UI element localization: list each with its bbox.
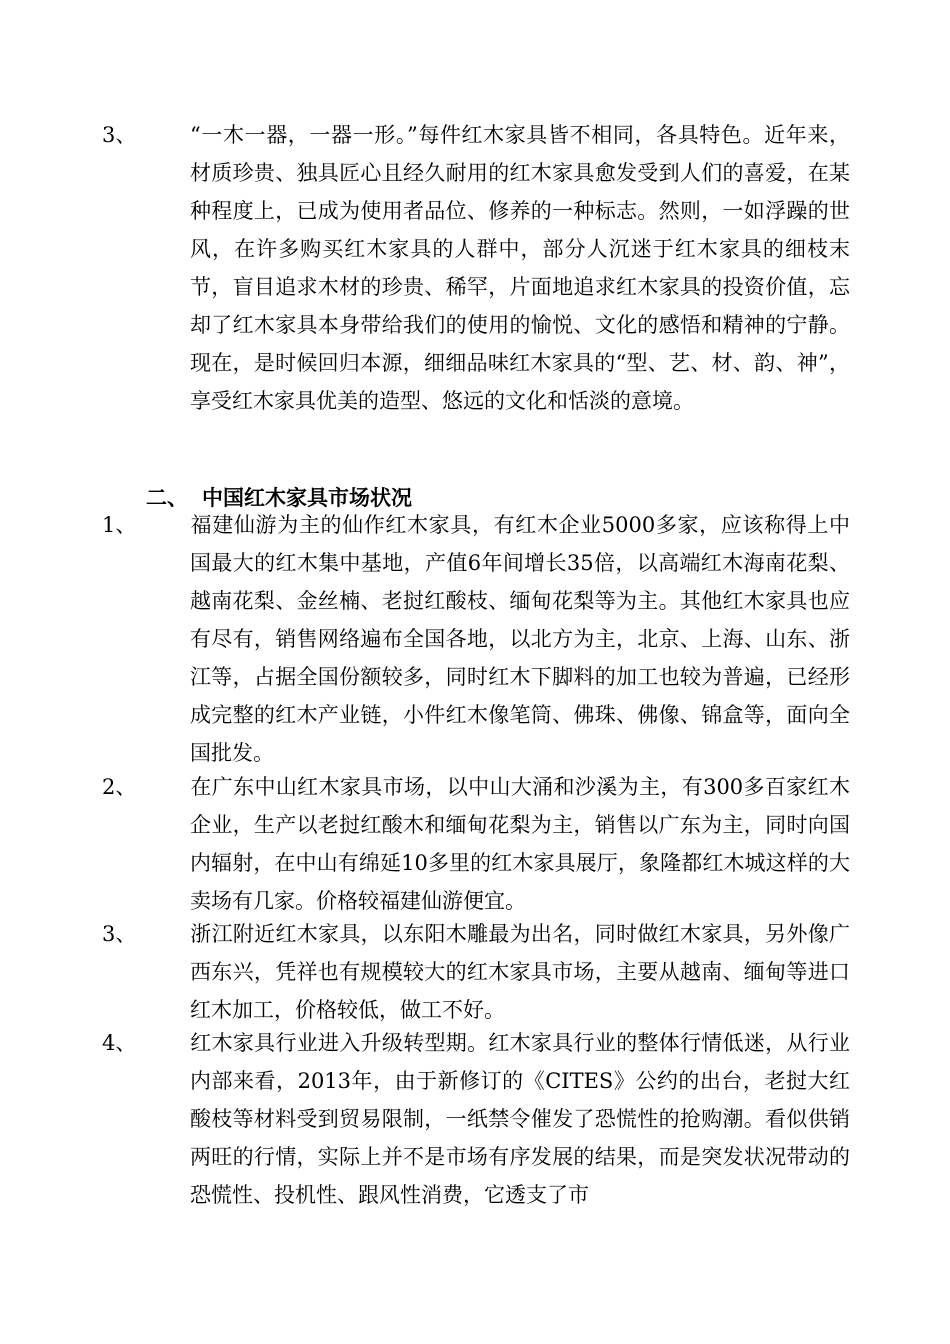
- list-number: 4、: [102, 1031, 137, 1055]
- paragraph-text: 红木家具行业进入升级转型期。红木家具行业的整体行情低迷，从行业内部来看，2013年，由于新修订的《CITES》公约的出台，老挝大红酸枝等材料受到贸易限制，一纸禁令催发了恐慌性的抢购潮。看似供销两旺的行情，实际上并不是市场有序发展的结果，而是突发状况带动的恐慌性、投机性、跟风性消费，它透支了市: [190, 1031, 850, 1207]
- paragraph-text: 福建仙游为主的仙作红木家具，有红木企业5000多家，应该称得上中国最大的红木集中基地，产值6年间增长35倍，以高端红木海南花梨、越南花梨、金丝楠、老挝红酸枝、缅甸花梨等为主。其他红木家具也应有尽有，销售网络遍布全国各地，以北方为主，北京、上海、山东、浙江等，占据全国份额较多，同时红木下脚料的加工也较为普遍，已经形成完整的红木产业链，小件红木像笔筒、佛珠、佛像、锦盒等，面向全国批发。: [190, 513, 850, 765]
- intro-list-item: [102, 116, 850, 420]
- list-item: [102, 1024, 850, 1214]
- paragraph-text: “一木一器，一器一形。”每件红木家具皆不相同，各具特色。近年来，材质珍贵、独具匠心且经久耐用的红木家具愈发受到人们的喜爱，在某种程度上，已成为使用者品位、修养的一种标志。然则，一如浮躁的世风，在许多购买红木家具的人群中，部分人沉迷于红木家具的细枝末节，盲目追求木材的珍贵、稀罕，片面地追求红木家具的投资价值，忘却了红木家具本身带给我们的使用的愉悦、文化的感悟和精神的宁静。现在，是时候回归本源，细细品味红木家具的“型、艺、材、韵、神”，享受红木家具优美的造型、悠远的文化和恬淡的意境。: [190, 123, 850, 413]
- list-item: [102, 768, 850, 920]
- list-number: 3、: [102, 123, 137, 147]
- paragraph-text: 浙江附近红木家具，以东阳木雕最为出名，同时做红木家具，另外像广西东兴，凭祥也有规模较大的红木家具市场，主要从越南、缅甸等进口红木加工，价格较低，做工不好。: [190, 922, 850, 1022]
- list-item: [102, 915, 850, 1029]
- list-number: 1、: [102, 513, 137, 537]
- list-number: 2、: [102, 775, 137, 799]
- section-title: 中国红木家具市场状况: [202, 486, 412, 510]
- list-item: [102, 506, 850, 772]
- section-number: 二、: [146, 486, 188, 510]
- paragraph-text: 在广东中山红木家具市场，以中山大涌和沙溪为主，有300多百家红木企业，生产以老挝红酸木和缅甸花梨为主，销售以广东为主，同时向国内辐射，在中山有绵延10多里的红木家具展厅，象隆都红木城这样的大卖场有几家。价格较福建仙游便宜。: [190, 775, 850, 913]
- list-number: 3、: [102, 922, 137, 946]
